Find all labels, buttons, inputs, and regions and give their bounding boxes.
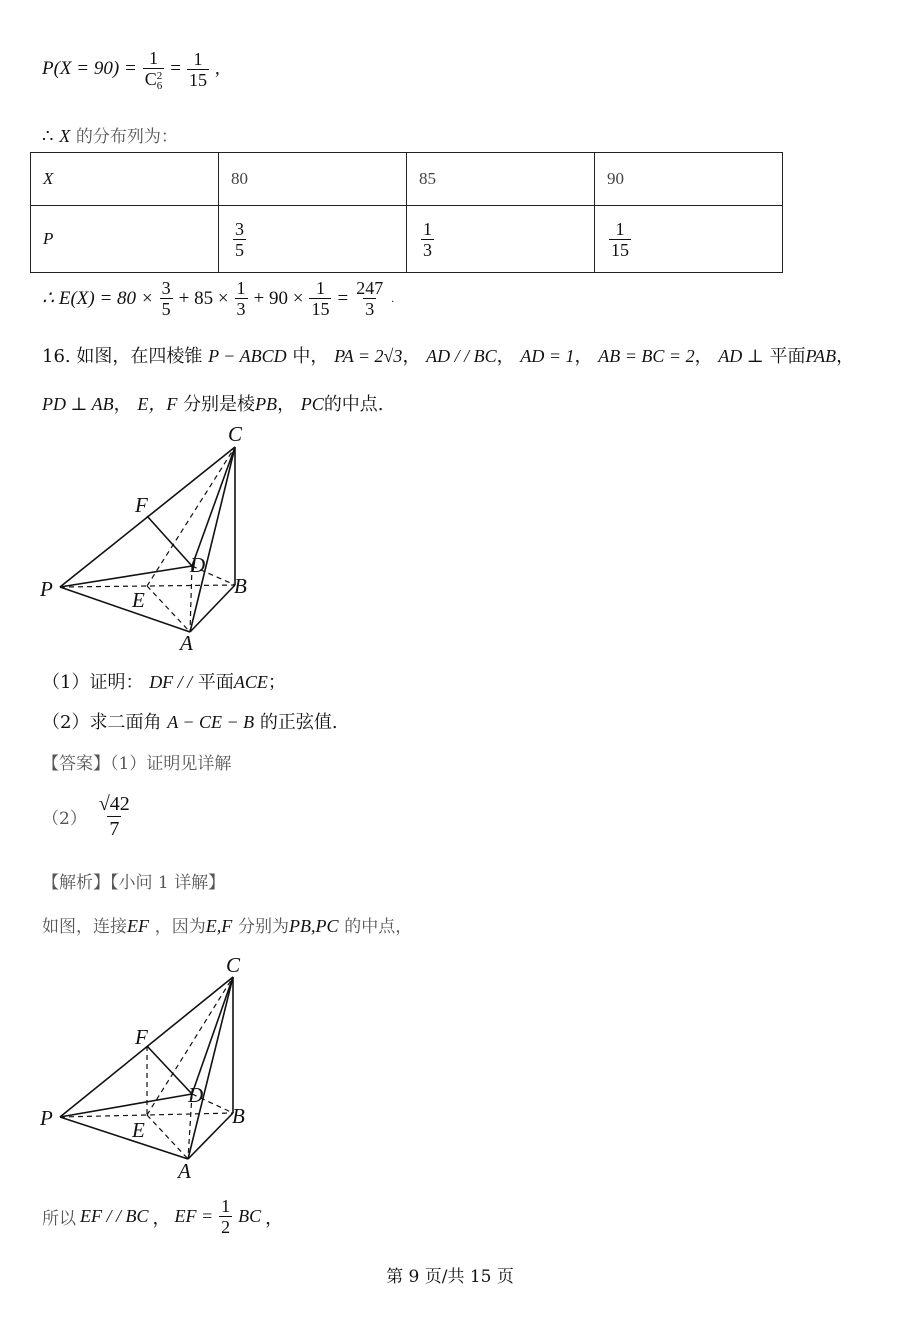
table-cell: 90 (595, 153, 783, 206)
edge-pd (60, 566, 192, 587)
edge-pa (60, 587, 190, 632)
label-d: D (190, 553, 206, 577)
table-row (31, 206, 783, 273)
fraction-1-over-c62: 1 C 2 6 (144, 48, 163, 92)
distribution-intro: ∴ X 的分布列为： (42, 126, 178, 147)
table-head-x: X (31, 153, 219, 206)
expectation-line: ∴ E(X) = 80 × $\frac{3}{5}$ + 85 × $\frac{1}{3}$ + 90 × $\frac{1}{15}$ = $\frac{247}{3}$ . (42, 278, 395, 319)
label-p: P (40, 1106, 53, 1130)
table-head-p: P (31, 206, 219, 273)
probability-x90-line: P(X = 90) = 1 C 2 6 = $\frac{1}{15}$ , (42, 48, 220, 92)
answer-fraction: $\frac{√42}{7}$ (98, 793, 130, 840)
edge-ca (190, 447, 235, 632)
answer-q2: （2） $\frac{√42}{7}$ (42, 793, 130, 840)
table-cell: $\frac{3}{5}$ (219, 206, 407, 273)
label-a: A (180, 631, 193, 655)
label-p: P (40, 577, 53, 601)
lhs: P(X = 90) = (42, 58, 137, 80)
pyramid-figure-2 (30, 950, 270, 1190)
edge-ba (190, 585, 235, 632)
table-cell: 85 (407, 153, 595, 206)
table-row (31, 153, 783, 206)
label-e: E (132, 1118, 145, 1142)
question-2: （2）求二面角 A − CE − B 的正弦值. (42, 712, 338, 733)
distribution-table (30, 152, 783, 273)
label-f: F (135, 1025, 148, 1049)
edge-pd (60, 1094, 192, 1117)
table-cell: 80 (219, 153, 407, 206)
label-b: B (234, 574, 247, 598)
page-footer: 第 9 页/共 15 页 (386, 1267, 514, 1287)
label-e: E (132, 588, 145, 612)
table-cell: $\frac{1}{3}$ (407, 206, 595, 273)
edge-ba (188, 1113, 233, 1159)
label-c: C (226, 953, 241, 977)
problem-16-statement-line1: 16. 如图，在四棱锥 P − ABCD 中， PA = 2√3， AD / / BC， AD = 1， AB = BC = 2， AD ⊥ 平面PAB， (42, 346, 855, 367)
segment-fd (147, 516, 192, 566)
answer-label: 【答案】（1）证明见详解 (42, 754, 232, 774)
label-c: C (228, 422, 243, 446)
conclusion-line: 所以 EF / / BC ， EF = $\frac{1}{2}$ BC ， (42, 1196, 284, 1237)
edge-ca (188, 977, 233, 1159)
analysis-label: 【解析】【小问 1 详解】 (42, 873, 226, 893)
label-d: D (188, 1083, 204, 1107)
label-b: B (232, 1104, 245, 1128)
question-1: （1）证明： DF / / 平面ACE； (42, 672, 286, 693)
table-cell: $\frac{1}{15}$ (595, 206, 783, 273)
pyramid-figure-1 (30, 420, 270, 660)
fraction-1-over-15: $\frac{1}{15}$ (189, 48, 207, 90)
analysis-line: 如图，连接EF ，因为E,F 分别为PB,PC 的中点， (42, 916, 413, 937)
label-a: A (178, 1159, 191, 1183)
label-f: F (135, 493, 148, 517)
problem-16-statement-line2: PD ⊥ AB， E，F 分别是棱PB， PC的中点. (42, 394, 384, 415)
